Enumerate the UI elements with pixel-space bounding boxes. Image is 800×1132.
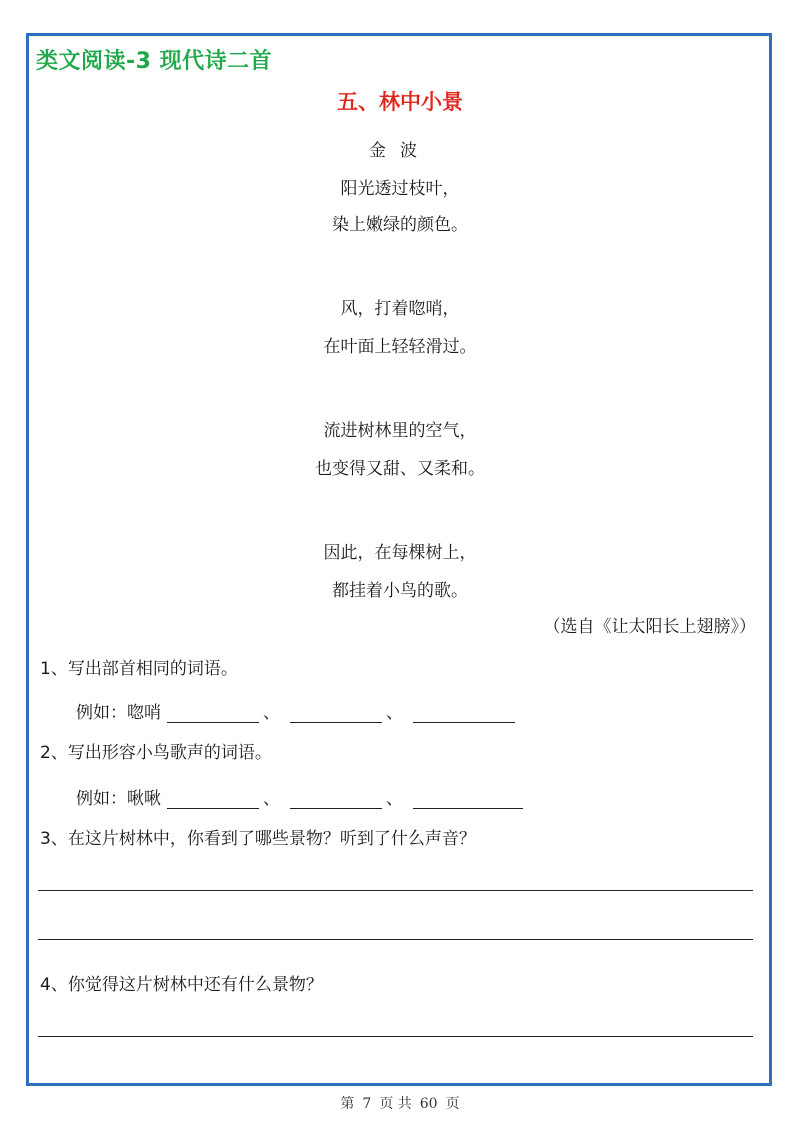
answer-blank-3[interactable] [413,790,523,809]
separator: 、 [386,703,403,723]
footer-prefix: 第 [340,1096,355,1112]
question-3: 3、在这片树林中，你看到了哪些景物？听到了什么声音？ [40,829,476,849]
poem-line: 染上嫩绿的颜色。 [332,215,468,235]
page-number: 7 [362,1096,372,1112]
example-label: 例如：唿哨 [76,703,161,723]
question-2: 2、写出形容小鸟歌声的词语。 [40,743,272,763]
poem-title: 五、林中小景 [337,90,463,114]
page-total: 60 [419,1096,438,1112]
poem-author: 金波 [369,141,431,161]
answer-blank-2[interactable] [290,704,382,723]
separator: 、 [386,789,403,809]
separator: 、 [263,703,280,723]
answer-line[interactable] [38,890,753,891]
answer-line[interactable] [38,1036,753,1037]
footer-suffix: 页 [445,1096,460,1112]
question-4: 4、你觉得这片树林中还有什么景物？ [40,975,323,995]
answer-blank-2[interactable] [290,790,382,809]
poem-source: （选自《让太阳长上翅膀》） [543,617,756,637]
page-footer [0,1093,800,1113]
poem-line: 也变得又甜、又柔和。 [315,459,485,479]
poem-line: 因此，在每棵树上， [323,543,477,563]
worksheet-title: 类文阅读-3 现代诗二首 [36,49,273,74]
answer-blank-1[interactable] [167,790,259,809]
poem-line: 流进树林里的空气， [323,421,477,441]
question-1-example-row [76,698,519,723]
poem-line: 在叶面上轻轻滑过。 [323,337,477,357]
answer-line[interactable] [38,939,753,940]
poem-line: 都挂着小鸟的歌。 [332,581,468,601]
footer-mid: 页 共 [379,1096,412,1112]
poem-line: 阳光透过枝叶， [340,179,460,199]
question-1: 1、写出部首相同的词语。 [40,659,238,679]
question-2-example-row [76,784,527,809]
example-label: 例如：啾啾 [76,789,161,809]
separator: 、 [263,789,280,809]
answer-blank-3[interactable] [413,704,515,723]
poem-line: 风，打着唿哨， [340,299,460,319]
answer-blank-1[interactable] [167,704,259,723]
